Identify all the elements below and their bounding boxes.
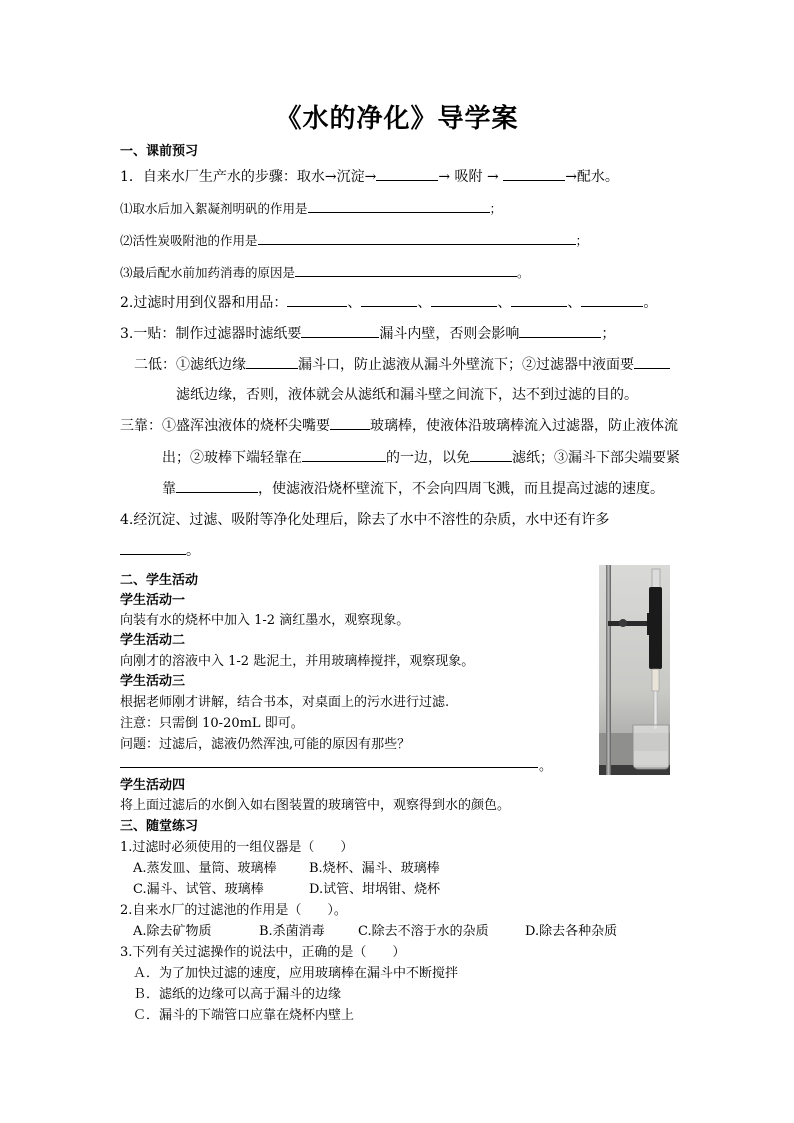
practice-question-3: 3.下列有关过滤操作的说法中，正确的是（ ）	[120, 945, 406, 960]
blank[interactable]	[246, 354, 298, 369]
question-1	[120, 166, 619, 186]
blank[interactable]	[634, 354, 670, 369]
apparatus-illustration	[599, 565, 670, 775]
apparatus-photo	[599, 565, 670, 775]
blank[interactable]	[120, 540, 186, 555]
activity-3-text-2: 注意：只需倒 10-20mL 即可。	[120, 716, 304, 731]
q2-option-a[interactable]: A.除去矿物质	[133, 924, 212, 939]
question-1-sub-1	[120, 198, 502, 217]
question-1-sub-3	[120, 262, 530, 281]
question-4: 4.经沉淀、过滤、吸附等净化处理后，除去了水中不溶性的杂质，水中还有许多	[120, 512, 610, 528]
q3-option-b[interactable]: Ｂ．滤纸的边缘可以高于漏斗的边缘	[133, 987, 342, 1002]
blank[interactable]	[295, 262, 517, 277]
q4-end: 。	[186, 543, 200, 559]
q3-a3: ；	[601, 326, 616, 342]
q3-c2: 玻璃棒，使液体沿玻璃棒流入过滤器，防止液体流	[370, 418, 678, 434]
activity-2-title: 学生活动二	[120, 633, 186, 648]
q1-text-c: →配水。	[565, 169, 619, 185]
section-heading-3: 三、随堂练习	[120, 819, 199, 834]
q1-option-d[interactable]: D.试管、坩埚钳、烧杯	[309, 882, 441, 897]
sub3-text: ⑶最后配水前加药消毒的原因是	[120, 265, 296, 280]
blank[interactable]	[330, 415, 370, 430]
q2-text: 2.过滤时用到仪器和用品：	[120, 295, 288, 311]
section-heading-2: 二、学生活动	[120, 573, 199, 588]
q3-c7: ，使滤液沿烧杯壁流下，不会向四周飞溅，而且提高过滤的速度。	[258, 481, 664, 497]
blank[interactable]	[361, 292, 417, 307]
practice-question-1: 1.过滤时必须使用的一组仪器是（ ）	[120, 840, 354, 855]
blank[interactable]	[302, 447, 386, 462]
blank[interactable]	[258, 230, 576, 245]
activity-4-text: 将上面过滤后的水倒入如右图装置的玻璃管中，观察得到水的颜色。	[120, 798, 511, 813]
question-3-line-6	[162, 478, 664, 498]
q2-sep: 、	[417, 295, 432, 311]
question-3-line-5	[162, 447, 680, 467]
question-4-answer	[120, 540, 200, 560]
q3-b2: 漏斗口，防止滤液从漏斗外壁流下；②过滤器中液面要	[298, 357, 634, 373]
q3-b1: 二低：①滤纸边缘	[134, 357, 246, 373]
q1-option-b[interactable]: B.烧杯、漏斗、玻璃棒	[309, 861, 440, 876]
blank[interactable]	[176, 478, 258, 493]
sub1-text: ⑴取水后加入絮凝剂明矾的作用是	[120, 201, 308, 216]
activity-3-end: 。	[539, 759, 553, 774]
q2-option-c[interactable]: C.除去不溶于水的杂质	[358, 924, 489, 939]
activity-1-text: 向装有水的烧杯中加入 1-2 滴红墨水，观察现象。	[120, 613, 410, 628]
q2-option-d[interactable]: D.除去各种杂质	[525, 924, 618, 939]
blank[interactable]	[470, 447, 512, 462]
blank[interactable]	[519, 323, 601, 338]
practice-question-2: 2.自来水厂的过滤池的作用是（ ）。	[120, 903, 347, 918]
section-heading-1: 一、课前预习	[120, 144, 199, 159]
blank[interactable]	[301, 323, 379, 338]
sub1-end: ；	[489, 201, 503, 216]
q3-c3: 出；②玻棒下端轻靠在	[162, 450, 302, 466]
q3-option-c[interactable]: Ｃ．漏斗的下端管口应靠在烧杯内壁上	[133, 1008, 355, 1023]
q3-option-a[interactable]: Ａ．为了加快过滤的速度，应用玻璃棒在漏斗中不断搅拌	[133, 966, 459, 981]
activity-4-title: 学生活动四	[120, 778, 186, 793]
q1-text-b: → 吸附 →	[438, 169, 499, 185]
activity-3-title: 学生活动三	[120, 674, 186, 689]
blank[interactable]	[511, 292, 567, 307]
q3-a2: 漏斗内壁，否则会影响	[379, 326, 520, 342]
q3-c6: 靠	[162, 481, 176, 497]
q1-text-a: 1．自来水厂生产水的步骤：取水→沉淀→	[120, 169, 377, 185]
activity-3-text-1: 根据老师刚才讲解，结合书本，对桌面上的污水进行过滤.	[120, 695, 450, 710]
page-title: 《水的净化》导学案	[275, 104, 519, 134]
blank[interactable]	[308, 198, 490, 213]
q2-end: 。	[643, 295, 658, 311]
q3-c4: 的一边，以免	[386, 450, 470, 466]
q3-c5: 滤纸；③漏斗下部尖端要紧	[512, 450, 680, 466]
activity-2-text: 向刚才的溶液中入 1-2 匙泥土，并用玻璃棒搅拌，观察现象。	[120, 654, 475, 669]
q2-sep: 、	[347, 295, 362, 311]
activity-3-text-3: 问题：过滤后，滤液仍然浑浊,可能的原因有那些？	[120, 737, 411, 752]
sub2-text: ⑵活性炭吸附池的作用是	[120, 233, 258, 248]
question-3-line-1	[120, 323, 615, 343]
question-2	[120, 292, 657, 312]
sub2-end: ；	[575, 233, 589, 248]
question-3-line-3: 滤纸边缘，否则，液体就会从滤纸和漏斗壁之间流下，达不到过滤的目的。	[176, 387, 638, 403]
q2-option-b[interactable]: B.杀菌消毒	[259, 924, 325, 939]
activity-1-title: 学生活动一	[120, 593, 186, 608]
blank[interactable]	[581, 292, 643, 307]
sub3-end: 。	[517, 265, 530, 280]
q3-a1: 3.一贴：制作过滤器时滤纸要	[120, 326, 302, 342]
q2-sep: 、	[497, 295, 512, 311]
blank[interactable]	[376, 166, 438, 181]
q3-c1: 三靠：①盛浑浊液体的烧杯尖嘴要	[120, 418, 330, 434]
blank[interactable]	[431, 292, 497, 307]
question-3-line-2	[134, 354, 670, 374]
question-3-line-4	[120, 415, 678, 435]
blank[interactable]	[287, 292, 347, 307]
answer-line[interactable]	[120, 767, 538, 768]
q2-sep: 、	[567, 295, 582, 311]
q1-option-a[interactable]: A.蒸发皿、量筒、玻璃棒	[133, 861, 277, 876]
question-1-sub-2	[120, 230, 588, 249]
blank[interactable]	[503, 166, 565, 181]
q1-option-c[interactable]: C.漏斗、试管、玻璃棒	[133, 882, 264, 897]
